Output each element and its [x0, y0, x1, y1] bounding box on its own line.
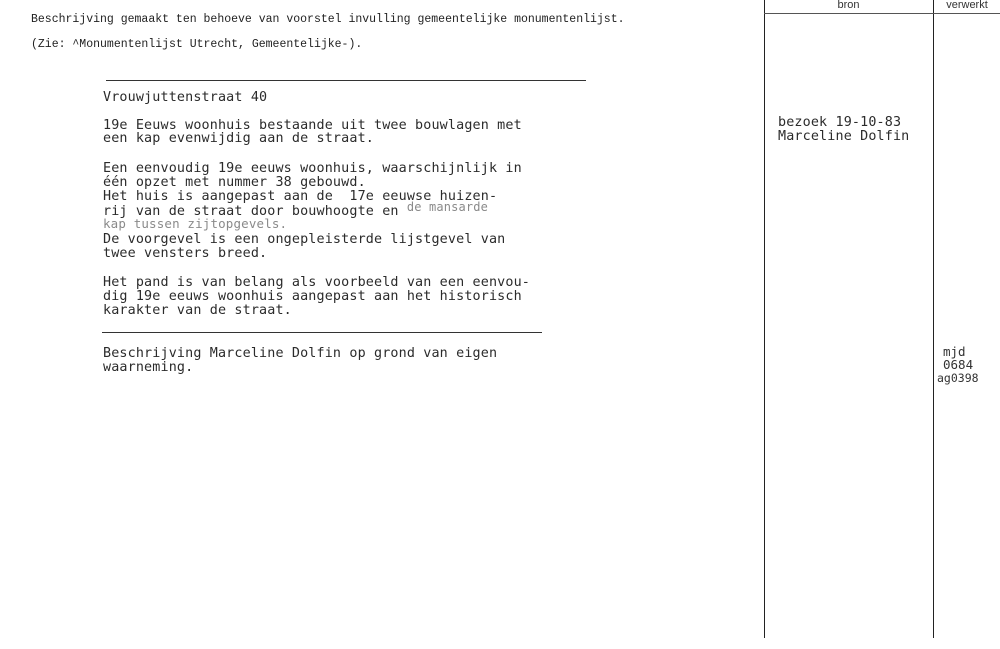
bron-author: Marceline Dolfin	[778, 129, 910, 144]
address-heading: Vrouwjuttenstraat 40	[103, 90, 268, 105]
verwerkt-column-header: verwerkt	[946, 0, 988, 11]
column-header-rule	[764, 13, 1000, 14]
bottom-separator	[102, 332, 542, 333]
header-line-2: (Zie: ^Monumentenlijst Utrecht, Gemeentelijke-).	[31, 38, 363, 51]
faded-correction-text-b: kap tussen zijtopgevels.	[103, 216, 288, 231]
faded-correction-text-a: de mansarde	[406, 200, 488, 214]
description-para-2-line-1: Een eenvoudig 19e eeuws woonhuis, waarschijnlijk in	[103, 161, 522, 176]
top-separator	[106, 80, 586, 81]
description-para-2-line-6: twee vensters breed.	[103, 246, 268, 261]
source-note-line-1: Beschrijving Marceline Dolfin op grond van eigen	[103, 346, 498, 361]
description-para-1-line-1: 19e Eeuws woonhuis bestaande uit twee bouwlagen met	[103, 118, 522, 133]
bron-visit-date: bezoek 19-10-83	[778, 115, 902, 130]
description-para-1-line-2: een kap evenwijdig aan de straat.	[103, 131, 374, 146]
verwerkt-column-divider	[933, 0, 934, 638]
verwerkt-date-code: 0684	[943, 357, 974, 372]
source-note-line-2: waarneming.	[103, 360, 194, 375]
description-para-2-line-5: De voorgevel is een ongepleisterde lijstgevel van	[103, 232, 506, 247]
description-para-3-line-2: dig 19e eeuws woonhuis aangepast aan het historisch	[103, 289, 522, 304]
description-para-3-line-3: karakter van de straat.	[103, 303, 292, 318]
header-line-1: Beschrijving gemaakt ten behoeve van voorstel invulling gemeentelijke monumentenlijst.	[31, 13, 625, 26]
description-para-2-line-3: Het huis is aangepast aan de 17e eeuwse huizen-	[103, 189, 498, 204]
bron-column-header: bron	[837, 0, 860, 11]
description-para-3-line-1: Het pand is van belang als voorbeeld van een eenvou-	[103, 275, 531, 290]
verwerkt-archive-code: ag0398	[937, 371, 979, 385]
description-para-2-line-2: één opzet met nummer 38 gebouwd.	[103, 175, 366, 190]
bron-column-divider	[764, 0, 765, 638]
para-2-line-4-text: rij van de straat door bouwhoogte en	[103, 204, 407, 219]
verwerkt-initials: mjd	[943, 344, 966, 359]
